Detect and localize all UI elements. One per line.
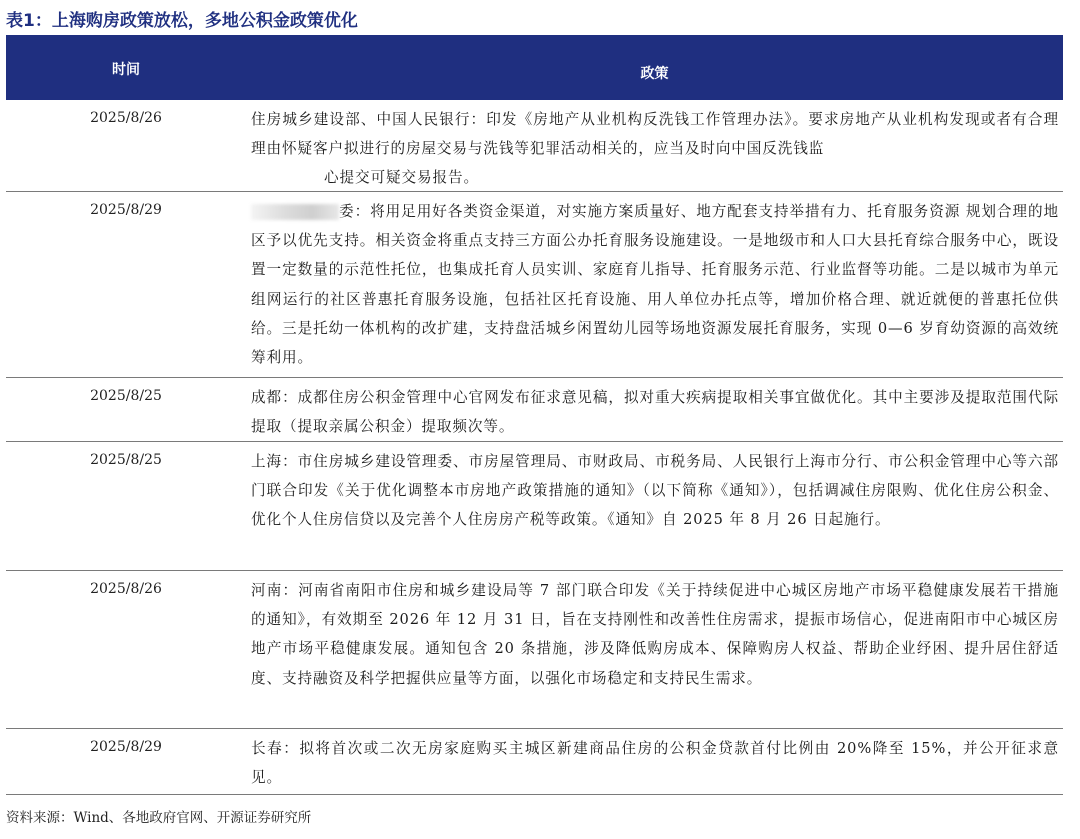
redacted-area [251, 204, 339, 220]
row-date: 2025/8/29 [90, 202, 162, 218]
row-policy [246, 192, 1063, 377]
row-policy [246, 100, 1063, 191]
row-policy: 上海：市住房城乡建设管理委、市房屋管理局、市财政局、市税务局、人民银行上海市分行、市公积金管理中心等六部门联合印发《关于优化调整本市房地产政策措施的通知》（以下简称《通知》），包括调减住房限购、优化住房公积金、优化个人住房信贷以及完善个人住房房产税等政策。《通知》自 2025 年 8 月 26 日起施行。 [251, 453, 1059, 529]
table-row [6, 100, 1063, 192]
row-date: 2025/8/25 [90, 388, 162, 404]
table-row [6, 729, 1063, 795]
row-policy-text: 规划合理的地区予以优先支持。相关资金将重点支持三方面公办托育服务设施建设。一是地级市和人口大县托育综合服务中心，既设置一定数量的示范性托位，也集成托育人员实训、家庭育儿指导、托育服务示范、行业监督等功能。二是以城市为单元组网运行的社区普惠托育服务设施，包括社区托育设施、用人单位办托点等，增加价格合理、就近就便的普惠托位供给。三是托幼一体机构的改扩建，支持盘活城乡闲置幼儿园等场地资源发展托育服务，实现 0—6 岁育幼资源的高效统筹利用。 [251, 203, 1059, 367]
table-row [6, 192, 1063, 378]
row-policy: 长春：拟将首次或二次无房家庭购买主城区新建商品住房的公积金贷款首付比例由 20%降至 15%，并公开征求意见。 [251, 740, 1059, 787]
table-row [6, 442, 1063, 571]
row-policy: 河南：河南省南阳市住房和城乡建设局等 7 部门联合印发《关于持续促进中心城区房地产市场平稳健康发展若干措施的通知》，有效期至 2026 年 12 月 31 日，旨在支持刚性和改善性住房需求，提振市场信心，促进南阳市中心城区房地产市场平稳健康发展。通知包含 20 条措施，涉及降低购房成本、保障购房人权益、帮助企业纾困、提升居住舒适度、支持融资及科学把握供应量等方面，以强化市场稳定和支持民生需求。 [251, 582, 1059, 687]
row-policy-text: 住房城乡建设部、中国人民银行：印发《房地产从业机构反洗钱工作管理办法》。要求房地产从业机构发现或者有合理理由怀疑客户拟进行的房屋交易与洗钱等犯罪活动相关的，应当及时向中国反洗钱监 [251, 111, 1059, 158]
row-policy-text-head: 委：将用足用好各类资金渠道，对实施方案质量好、地方配套支持举措有力、托育服务资源 [339, 203, 961, 220]
row-policy: 成都：成都住房公积金管理中心官网发布征求意见稿，拟对重大疾病提取相关事宜做优化。其中主要涉及提取范围代际提取（提取亲属公积金）提取频次等。 [251, 389, 1059, 436]
table-row [6, 378, 1063, 442]
table-row [6, 571, 1063, 729]
row-policy-text-tail: 心提交可疑交易报告。 [324, 169, 479, 187]
table-header [6, 35, 1063, 100]
table-title: 表1：上海购房政策放松，多地公积金政策优化 [6, 11, 358, 31]
row-date: 2025/8/29 [90, 739, 162, 755]
row-date: 2025/8/26 [90, 581, 162, 597]
policy-table [6, 35, 1063, 795]
header-policy: 政策 [640, 65, 669, 82]
row-date: 2025/8/25 [90, 452, 162, 468]
redacted-area [251, 170, 324, 186]
row-date: 2025/8/26 [90, 110, 162, 126]
source-note: 资料来源：Wind、各地政府官网、开源证券研究所 [6, 810, 312, 826]
header-time: 时间 [112, 62, 140, 78]
